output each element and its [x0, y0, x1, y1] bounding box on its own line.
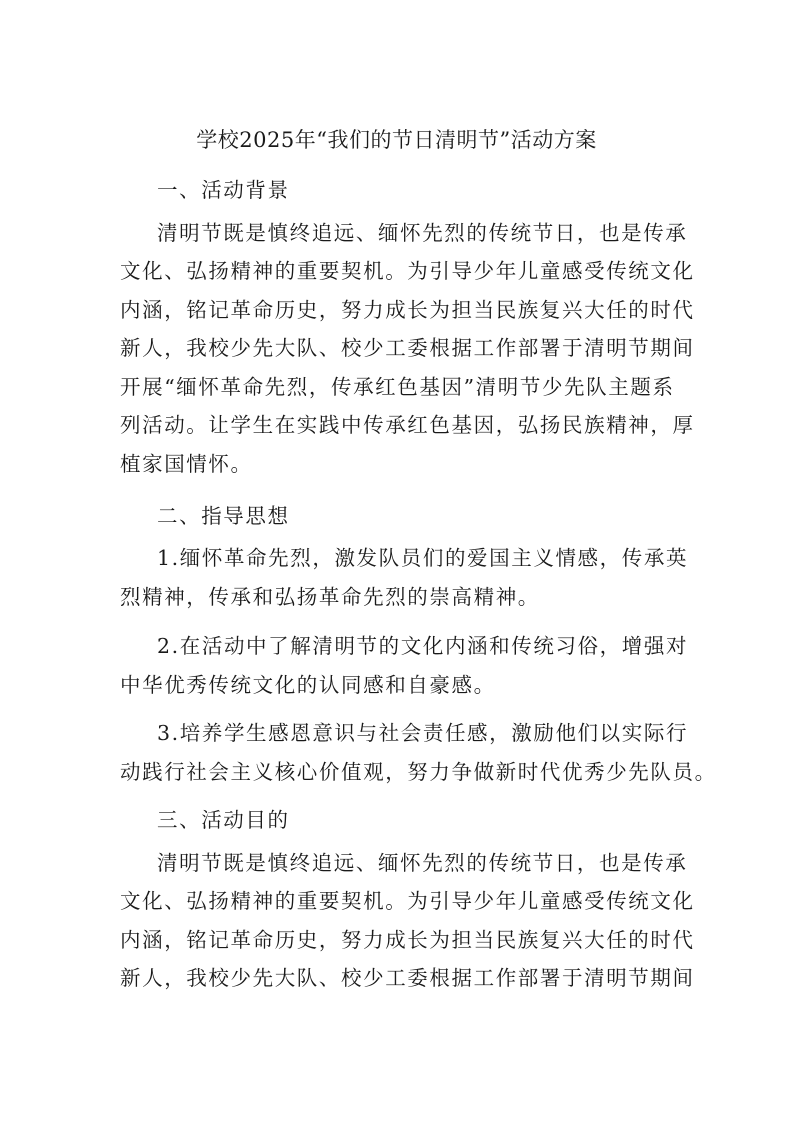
section-heading: 一、活动背景	[157, 178, 290, 202]
paragraph-line: 列活动。让学生在实践中传承红色基因，弘扬民族精神，厚	[120, 413, 695, 437]
paragraph-line: 清明节既是慎终追远、缅怀先烈的传统节日，也是传承	[157, 221, 688, 245]
document-title: 学校2025年“我们的节日清明节”活动方案	[196, 128, 597, 152]
paragraph-line: 清明节既是慎终追远、缅怀先烈的传统节日，也是传承	[157, 851, 688, 875]
section-heading: 三、活动目的	[157, 808, 290, 832]
paragraph-line: 内涵，铭记革命历史，努力成长为担当民族复兴大任的时代	[120, 928, 695, 952]
paragraph-line: 文化、弘扬精神的重要契机。为引导少年儿童感受传统文化	[120, 259, 695, 283]
paragraph-line: 新人，我校少先大队、校少工委根据工作部署于清明节期间	[120, 966, 695, 990]
paragraph-line: 内涵，铭记革命历史，努力成长为担当民族复兴大任的时代	[120, 298, 695, 322]
paragraph-line: 1.缅怀革命先烈，激发队员们的爱国主义情感，传承英	[157, 546, 689, 570]
paragraph-line: 2.在活动中了解清明节的文化内涵和传统习俗，增强对	[157, 634, 689, 658]
paragraph-line: 烈精神，传承和弘扬革命先烈的崇高精神。	[120, 585, 540, 609]
paragraph-line: 动践行社会主义核心价值观，努力争做新时代优秀少先队员。	[120, 760, 717, 784]
paragraph-line: 中华优秀传统文化的认同感和自豪感。	[120, 673, 496, 697]
section-heading: 二、指导思想	[157, 504, 290, 528]
paragraph-line: 开展“缅怀革命先烈，传承红色基因”清明节少先队主题系	[120, 375, 675, 399]
paragraph-line: 新人，我校少先大队、校少工委根据工作部署于清明节期间	[120, 336, 695, 360]
paragraph-line: 文化、弘扬精神的重要契机。为引导少年儿童感受传统文化	[120, 889, 695, 913]
paragraph-line: 3.培养学生感恩意识与社会责任感，激励他们以实际行	[157, 721, 689, 745]
paragraph-line: 植家国情怀。	[120, 452, 253, 476]
